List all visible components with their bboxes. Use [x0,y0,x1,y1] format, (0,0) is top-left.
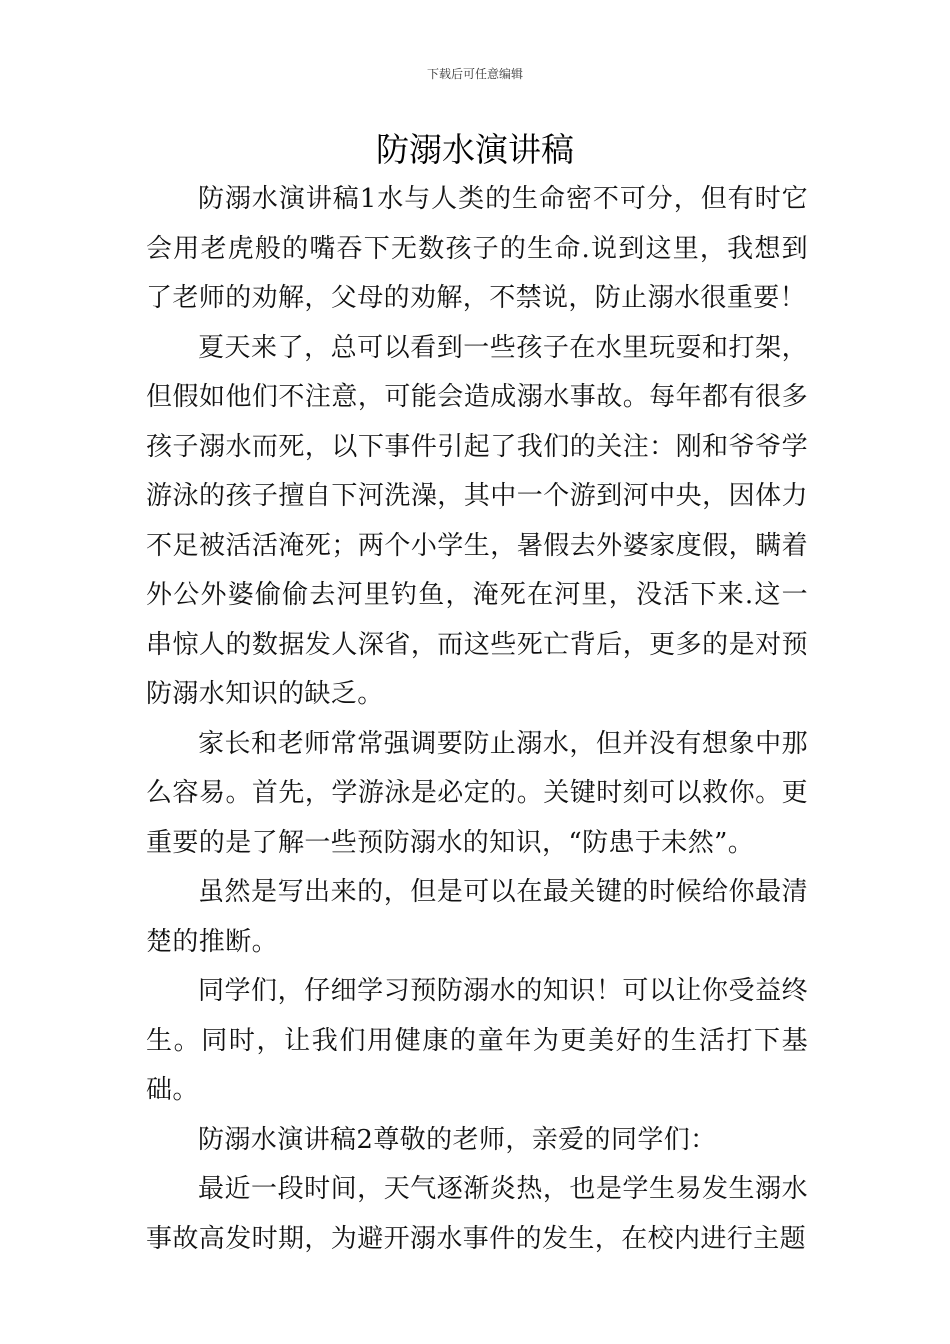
paragraph-2: 夏天来了，总可以看到一些孩子在水里玩耍和打架，但假如他们不注意，可能会造成溺水事故。每年都有很多孩子溺水而死，以下事件引起了我们的关注：刚和爷爷学游泳的孩子擅自下河洗澡，其中一个游到河中央，因体力不足被活活淹死；两个小学生，暑假去外婆家度假，瞒着外公外婆偷偷去河里钓鱼，淹死在河里，没活下来.这一串惊人的数据发人深省，而这些死亡背后，更多的是对预防溺水知识的缺乏。 [146,332,808,709]
document-title: 防溺水演讲稿 [376,130,574,169]
paragraph-1: 防溺水演讲稿1水与人类的生命密不可分，但有时它会用老虎般的嘴吞下无数孩子的生命.说到这里，我想到了老师的劝解，父母的劝解，不禁说，防止溺水很重要！ [146,184,808,313]
paragraph-7: 最近一段时间，天气逐渐炎热，也是学生易发生溺水事故高发时期，为避开溺水事件的发生，在校内进行主题 [146,1174,808,1254]
header-note: 下载后可任意编辑 [426,67,523,81]
paragraph-5: 同学们，仔细学习预防溺水的知识！可以让你受益终生。同时，让我们用健康的童年为更美好的生活打下基础。 [146,976,808,1105]
paragraph-4: 虽然是写出来的，但是可以在最关键的时候给你最清楚的推断。 [146,877,808,957]
paragraph-3: 家长和老师常常强调要防止溺水，但并没有想象中那么容易。首先，学游泳是必定的。关键时刻可以救你。更重要的是了解一些预防溺水的知识，“防患于未然”。 [146,728,808,858]
paragraph-6: 防溺水演讲稿2尊敬的老师，亲爱的同学们： [198,1124,717,1155]
document-body [146,175,808,1264]
